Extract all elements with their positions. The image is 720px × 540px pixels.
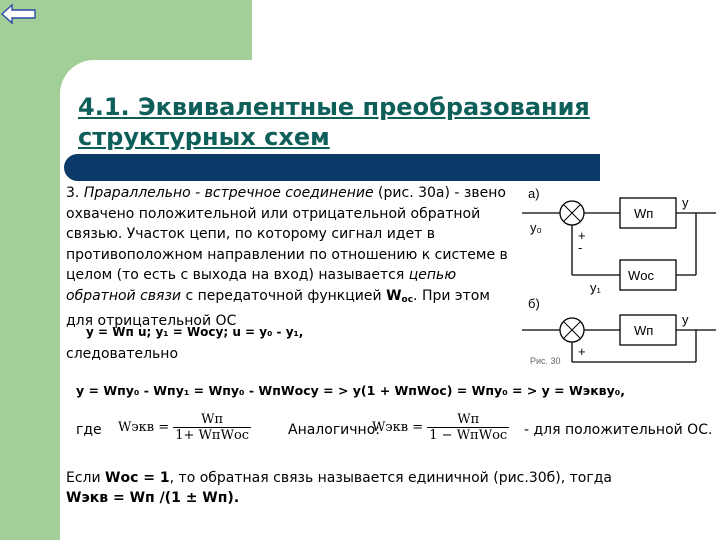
w-oc-subscript: ос bbox=[401, 294, 414, 305]
block-wp-b-label: Wп bbox=[634, 323, 654, 338]
para-text-1: (рис. 30а) - звено охвачено положительной или отрицательной обратной связью. Участок цепи, по которому сигнал идет в противоположном направлении по отношению к системе в целом (то есть с выхода на вход) называется bbox=[66, 185, 508, 284]
para-term-title: Прараллельно - встречное соединение bbox=[83, 185, 374, 201]
formula1-numerator: Wп bbox=[173, 412, 251, 428]
gde-label: где bbox=[76, 422, 102, 438]
title-divider-bar bbox=[64, 154, 600, 181]
minus-sign-a: - bbox=[578, 240, 583, 255]
bottom-text-a: Если bbox=[66, 470, 106, 486]
output-y-b: y bbox=[682, 312, 689, 327]
para-number: 3. bbox=[66, 185, 84, 201]
bottom-woc-eq: Wос = 1 bbox=[105, 470, 170, 486]
diagram-label-b: б) bbox=[528, 296, 540, 311]
formula2-denominator: 1 − WпWос bbox=[429, 428, 508, 443]
analogichno-text: Аналогично: bbox=[288, 422, 380, 438]
para-text-3: . При этом для отрицательной ОС bbox=[66, 287, 490, 329]
description-paragraph bbox=[66, 183, 512, 331]
block-wp-a-label: Wп bbox=[634, 206, 654, 221]
diagram-label-a: а) bbox=[528, 186, 540, 201]
formula-positive-os bbox=[372, 412, 509, 443]
formula-negative-os bbox=[118, 412, 251, 443]
block-woc-a-label: Wос bbox=[628, 268, 654, 283]
positive-os-text: - для положительной ОС. bbox=[524, 422, 713, 438]
sledovatelno-text: следовательно bbox=[66, 346, 179, 362]
para-text-2: с передаточной функцией bbox=[181, 287, 387, 304]
block-diagram bbox=[520, 180, 720, 370]
overlay-equation: y = Wп u; y₁ = Wосy; u = y₀ - y₁, bbox=[86, 325, 304, 339]
bottom-text-b: , то обратная связь называется единичной (рис.30б), тогда bbox=[169, 470, 612, 486]
plus-sign-a: + bbox=[578, 228, 586, 243]
back-arrow-icon[interactable] bbox=[0, 2, 38, 26]
para-term-feedback: цепью обратной связи bbox=[66, 267, 457, 304]
page-title: 4.1. Эквивалентные преобразования структурных схем bbox=[78, 93, 590, 151]
figure-caption: Рис. 30 bbox=[530, 356, 561, 366]
w-oc-symbol: W bbox=[386, 287, 402, 304]
main-equation: y = Wпy₀ - Wпy₁ = Wпy₀ - WпWосy = > y(1 + WпWос) = Wпy₀ = > y = Wэквy₀, bbox=[76, 383, 625, 398]
formula2-numerator: Wп bbox=[427, 412, 509, 428]
unit-feedback-text bbox=[66, 468, 706, 508]
formula1-denominator: 1+ WпWос bbox=[175, 428, 250, 443]
bottom-result-formula: Wэкв = Wп /(1 ± Wп). bbox=[66, 490, 240, 506]
output-y-a: y bbox=[682, 195, 689, 210]
formula2-fraction bbox=[427, 412, 509, 443]
formula2-lhs: Wэкв = bbox=[372, 420, 424, 435]
feedback-y1-a: y₁ bbox=[590, 280, 601, 295]
formula1-fraction bbox=[173, 412, 251, 443]
formula1-lhs: Wэкв = bbox=[118, 420, 170, 435]
plus-sign-b: + bbox=[578, 344, 586, 359]
input-y0-a: y₀ bbox=[530, 220, 542, 235]
